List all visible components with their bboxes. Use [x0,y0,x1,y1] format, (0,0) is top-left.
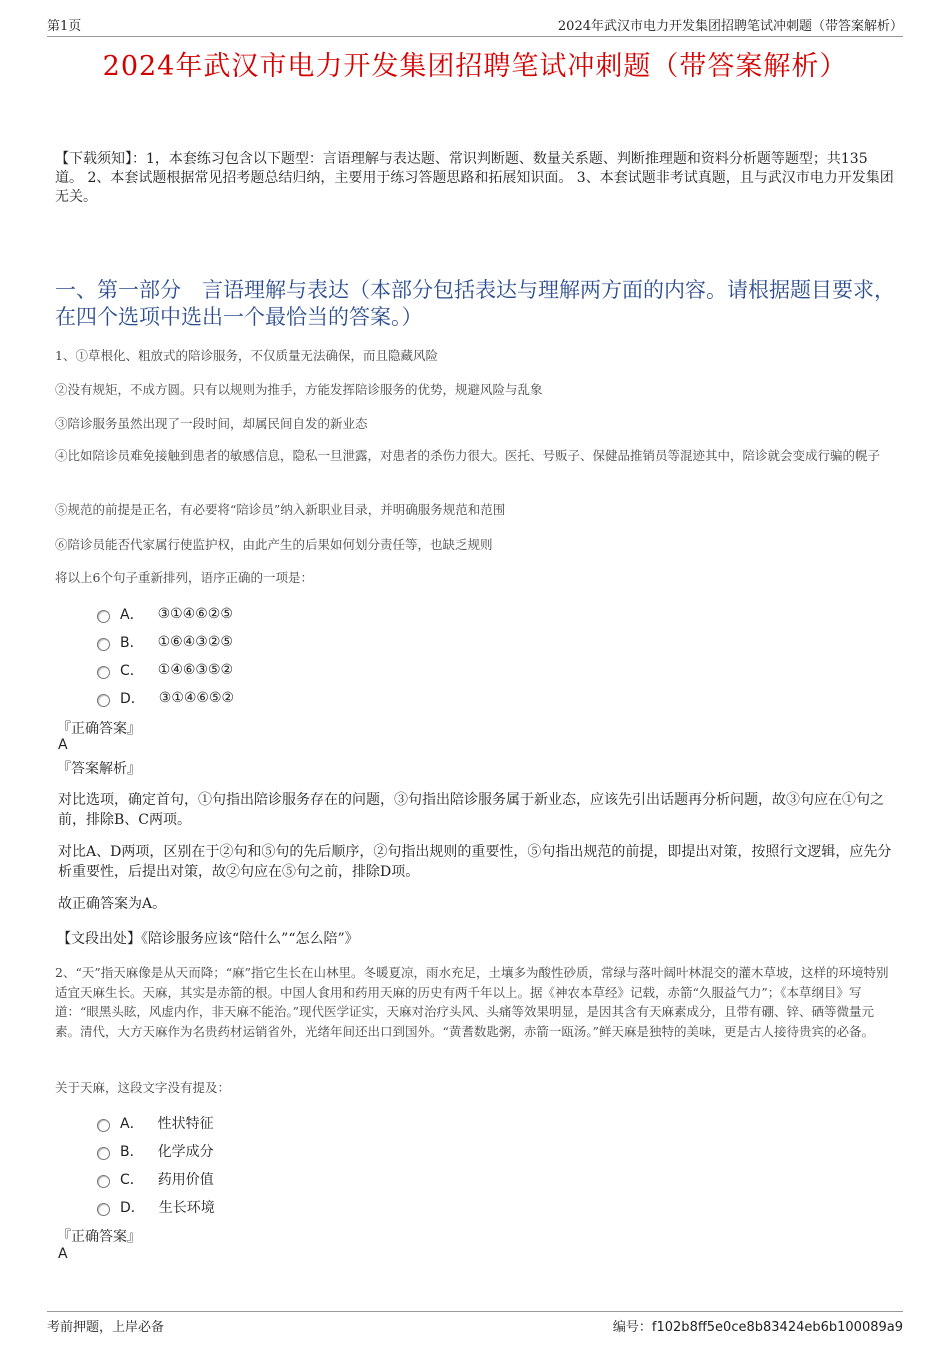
q2-passage: 2、“天”指天麻像是从天而降；“麻”指它生长在山林里。冬暖夏凉，雨水充足，土壤多为酸性砂质，常绿与落叶阔叶林混交的灌木草坡，这样的环境特别适宜天麻生长。天麻，其实是赤箭的根。中国人食用和药用天麻的历史有两千年以上。据《神农本草经》记载，赤箭“久服益气力”；《本草纲目》写道：“眼黑头眩，风虚内作，非天麻不能治。”现代医学证实，天麻对治疗头风、头痛等效果明显，是因其含有天麻素成分，且带有硼、锌、硒等微量元素。清代，大方天麻作为名贵药材运销省外，光绪年间还出口到国外。“黄耆数匙粥，赤箭一瓯汤。”鲜天麻是独特的美味，更是古人接待贵宾的必备。 [55,965,889,1039]
q1-answer: A [58,737,68,753]
footer-slogan: 考前押题，上岸必备 [47,1320,165,1335]
radio-icon[interactable] [97,638,110,651]
q2-answer: A [58,1246,68,1262]
page-header [47,14,903,37]
radio-icon[interactable] [97,666,110,679]
q1-option-c[interactable]: C． ①④⑥③⑤② [97,660,233,680]
q1-answer-label: 『正确答案』 [57,721,141,737]
q2-option-b[interactable]: B． 化学成分 [97,1141,214,1161]
footer-doc-id: 编号：f102b8ff5e0ce8b83424eb6b100089a9 [612,1320,903,1335]
q2-answer-label: 『正确答案』 [57,1229,141,1245]
q1-source: 【文段出处】《陪诊服务应该“陪什么”“怎么陪”》 [57,931,359,947]
radio-icon[interactable] [97,1147,110,1160]
q1-analysis-label: 『答案解析』 [57,761,141,777]
q1-line-1: 1、①草根化、粗放式的陪诊服务，不仅质量无法确保，而且隐藏风险 [55,348,438,363]
header-doc-title: 2024年武汉市电力开发集团招聘笔试冲刺题（带答案解析） [557,19,903,34]
page-footer [47,1311,903,1335]
q1-option-b[interactable]: B． ①⑥④③②⑤ [97,632,233,652]
page-number: 第1页 [47,19,82,34]
radio-icon[interactable] [97,1203,110,1216]
q2-option-d[interactable]: D． 生长环境 [97,1197,215,1217]
section-heading: 一、第一部分 言语理解与表达（本部分包括表达与理解两方面的内容。请根据题目要求，在四个选项中选出一个最恰当的答案。） [55,278,895,329]
q2-stem: 关于天麻，这段文字没有提及： [55,1080,231,1095]
q1-line-5: ⑤规范的前提是正名，有必要将“陪诊员”纳入新职业目录，并明确服务规范和范围 [55,502,506,517]
q1-line-3: ③陪诊服务虽然出现了一段时间，却属民间自发的新业态 [55,416,368,431]
q1-line-2: ②没有规矩，不成方圆。只有以规则为推手，方能发挥陪诊服务的优势，规避风险与乱象 [55,382,543,397]
q1-line-4: ④比如陪诊员难免接触到患者的敏感信息，隐私一旦泄露，对患者的杀伤力很大。医托、号贩子、保健品推销员等混迹其中，陪诊就会变成行骗的幌子 [55,448,881,463]
q1-analysis-1: 对比选项，确定首句，①句指出陪诊服务存在的问题，③句指出陪诊服务属于新业态，应该先引出话题再分析问题，故③句应在①句之前，排除B、C两项。 [58,792,884,828]
radio-icon[interactable] [97,1119,110,1132]
download-notice: 【下载须知】：1，本套练习包含以下题型：言语理解与表达题、常识判断题、数量关系题、判断推理题和资料分析题等题型；共135道。 2、本套试题根据常见招考题总结归纳，主要用于练习答题思路和拓展知识面。 3、本套试题非考试真题，且与武汉市电力开发集团无关。 [55,151,894,205]
radio-icon[interactable] [97,694,110,707]
q2-option-c[interactable]: C． 药用价值 [97,1169,214,1189]
q1-stem: 将以上6个句子重新排列，语序正确的一项是： [55,570,313,585]
q1-option-a[interactable]: A． ③①④⑥②⑤ [97,604,233,624]
q1-analysis-3: 故正确答案为A。 [58,896,167,912]
q1-option-d[interactable]: D． ③①④⑥⑤② [97,688,234,708]
document-title: 2024年武汉市电力开发集团招聘笔试冲刺题（带答案解析） [102,51,848,82]
q2-option-a[interactable]: A． 性状特征 [97,1113,214,1133]
radio-icon[interactable] [97,1175,110,1188]
radio-icon[interactable] [97,610,110,623]
q1-line-6: ⑥陪诊员能否代家属行使监护权，由此产生的后果如何划分责任等，也缺乏规则 [55,537,493,552]
q1-analysis-2: 对比A、D两项，区别在于②句和⑤句的先后顺序，②句指出规则的重要性，⑤句指出规范的前提，即提出对策，按照行文逻辑，应先分析重要性，后提出对策，故②句应在⑤句之前，排除D项。 [58,844,892,880]
